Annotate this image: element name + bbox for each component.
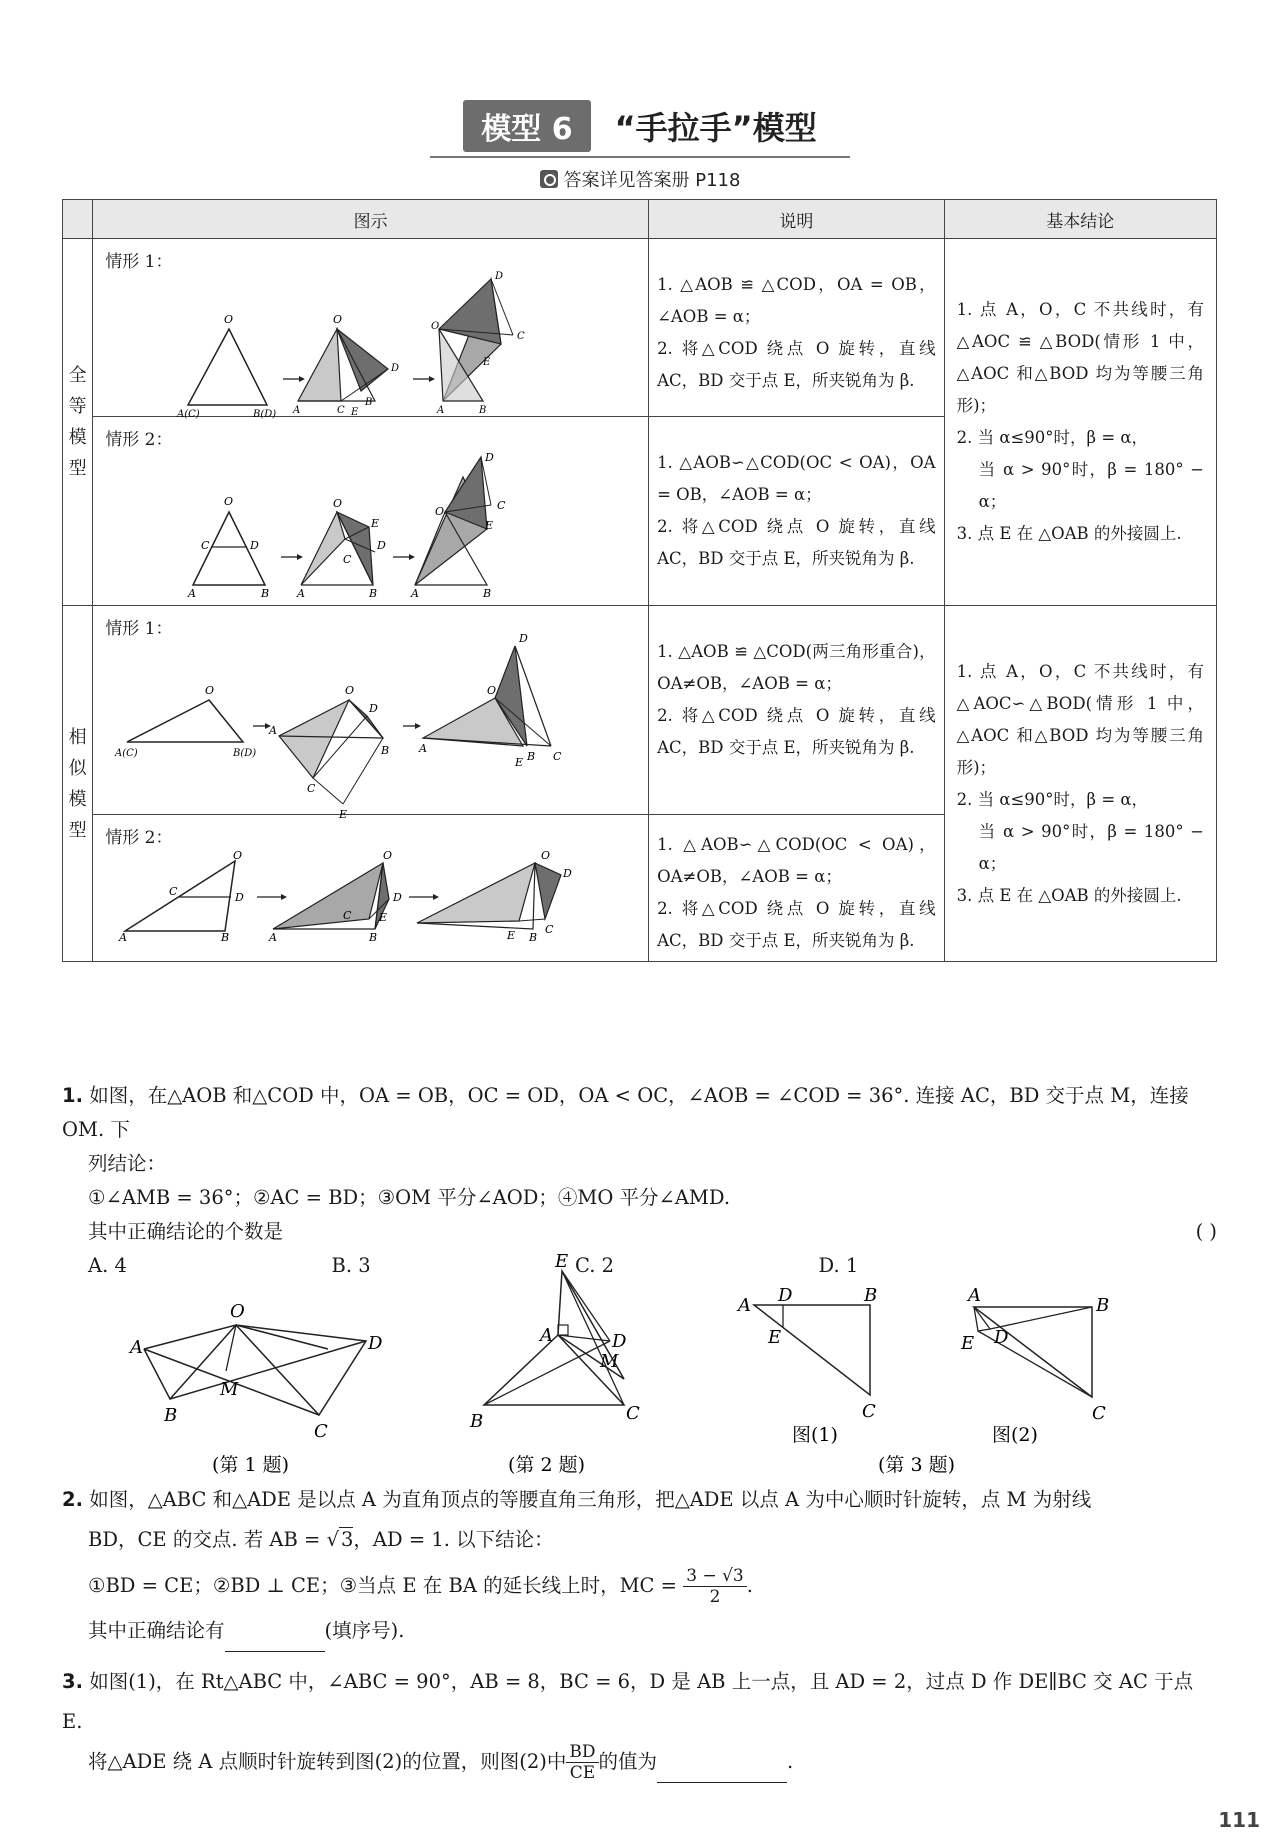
triangle-aob (127, 700, 243, 742)
label-d: D (391, 363, 400, 374)
model-title: “手拉手”模型 (614, 109, 817, 147)
conclusion-line: 当 α > 90°时，β = 180° − α； (978, 821, 1204, 873)
question-text: 其中正确结论有 (88, 1619, 225, 1642)
figure-cell (93, 417, 649, 606)
label-a: A (293, 405, 301, 416)
label-b: B (365, 397, 373, 408)
model-table (62, 199, 1217, 962)
description-line: 2. 将△COD 绕点 O 旋转，直线 AC，BD 交于点 E，所夹锐角为 β. (657, 339, 936, 390)
category-label: 全等模型 (68, 365, 87, 479)
case-label: 情形 2： (105, 828, 173, 848)
label-o: O (333, 313, 343, 326)
question-number: 2. (62, 1488, 83, 1511)
choice-d[interactable]: D. 1 (818, 1254, 859, 1277)
col-header-figure: 图示 (93, 200, 649, 239)
label-c: C (201, 539, 210, 552)
label-b: B (1096, 1295, 1110, 1316)
label-d: D (368, 1333, 383, 1354)
label-b: B (261, 587, 270, 600)
label-d: D (393, 891, 403, 904)
choice-a[interactable]: A. 4 (88, 1254, 127, 1277)
label-o: O (233, 849, 243, 862)
table-row (63, 239, 1217, 417)
label-a: A (119, 931, 128, 944)
category-similar (63, 606, 93, 962)
triangle-aob (188, 329, 267, 405)
label-e: E (768, 1327, 782, 1348)
label-b: B (527, 750, 536, 763)
arrow-head (429, 376, 435, 382)
model-tag: 模型 6 (463, 100, 590, 152)
label-b: B (369, 931, 378, 944)
label-e: E (485, 519, 494, 532)
label-o: O (205, 684, 215, 697)
triangle-aob (125, 861, 235, 931)
label-a: A (297, 587, 306, 600)
description-line: 1. △AOB∽△COD(OC < OA)，OA = OB，∠AOB = α； (657, 453, 936, 504)
fraction-denominator: CE (569, 1763, 596, 1783)
question-text: 其中正确结论的个数是 (88, 1220, 284, 1243)
label-c: C (169, 885, 178, 898)
question-text: ①∠AMB = 36°；②AC = BD；③OM 平分∠AOD；④MO 平分∠AMD. (88, 1186, 731, 1209)
question-text: BD，CE 的交点. 若 AB = (88, 1528, 327, 1551)
category-label: 相似模型 (68, 726, 87, 841)
conclusion-line: 3. 点 E 在 △OAB 的外接圆上. (956, 885, 1182, 905)
label-c: C (337, 405, 345, 416)
arrow-head (297, 554, 303, 560)
description-line: 2. 将△COD 绕点 O 旋转，直线 AC，BD 交于点 E，所夹锐角为 β. (657, 706, 936, 757)
question-text: (填序号). (324, 1619, 405, 1642)
label-o: O (541, 849, 551, 862)
label-b: B (529, 931, 538, 944)
label-a-c: A(C) (115, 748, 138, 759)
answer-blank[interactable] (225, 1611, 325, 1652)
label-c: C (553, 750, 562, 763)
case-label: 情形 2： (105, 430, 173, 450)
label-e: E (379, 911, 388, 924)
label-c: C (497, 499, 506, 512)
fraction-numerator: BD (566, 1742, 598, 1763)
magnifier-icon (540, 170, 558, 188)
question-number: 1. (62, 1084, 83, 1107)
description-cell (649, 417, 945, 606)
conclusion-line: 1. 点 A，O，C 不共线时，有△AOC∽△BOD(情形 1 中，△AOC 和△BOD 均为等腰三角形)； (956, 661, 1204, 777)
col-header-description: 说明 (649, 200, 945, 239)
corner-cell (63, 200, 93, 239)
question-text: 的值为 (598, 1750, 658, 1773)
label-d: D (369, 702, 379, 715)
description-line: 1. △AOB ≌ △COD，OA = OB，∠AOB = α； (657, 275, 936, 326)
conclusion-line: 2. 当 α≤90°时，β = α， (956, 789, 1149, 809)
figure-q3-1 (736, 1285, 877, 1422)
conclusion-line: 当 α > 90°时，β = 180° − α； (978, 460, 1204, 511)
label-b: B (864, 1285, 878, 1306)
page-number: 111 (1218, 1808, 1260, 1832)
figure-congruent-case1 (93, 239, 643, 420)
triangle-abc (754, 1305, 870, 1395)
question-text: 列结论： (88, 1152, 167, 1175)
triangle-ade (974, 1307, 990, 1331)
fraction-numerator: 3 − √3 (683, 1566, 747, 1587)
question-text: 如图，在△AOB 和△COD 中，OA = OB，OC = OD，OA < OC，∠AOB = ∠COD = 36°. 连接 AC，BD 交于点 M，连接 OM. 下 (62, 1084, 1189, 1141)
label-o: O (435, 505, 445, 518)
question-text: ，AD = 1. 以下结论： (353, 1528, 554, 1551)
label-d: D (495, 271, 504, 282)
caption-q1: (第 1 题) (212, 1454, 289, 1476)
caption-q2: (第 2 题) (508, 1454, 585, 1476)
label-d: D (612, 1331, 627, 1352)
label-e: E (555, 1251, 569, 1272)
col-header-conclusion: 基本结论 (944, 200, 1216, 239)
figure-congruent-case2 (93, 417, 643, 605)
table-row (63, 606, 1217, 815)
label-o: O (333, 497, 343, 510)
arrow-head (299, 376, 305, 382)
triangle-aoc (279, 700, 349, 778)
case-label: 情形 1： (105, 252, 173, 272)
caption-fig-2: 图(2) (992, 1424, 1038, 1446)
description-cell (649, 815, 945, 962)
triangle-abc (974, 1307, 1092, 1397)
answer-blank[interactable] (657, 1742, 787, 1783)
figure-similar-case2 (93, 815, 643, 961)
category-congruent (63, 239, 93, 606)
label-c: C (626, 1403, 640, 1424)
label-c: C (343, 909, 352, 922)
label-a: A (968, 1285, 981, 1306)
triangle-bod (337, 329, 388, 391)
label-o: O (431, 321, 440, 332)
figure-q1 (128, 1301, 383, 1442)
description-line: 1. △AOB∽△COD(OC < OA)，OA≠OB，∠AOB = α； (657, 835, 936, 886)
figure-cell (93, 606, 649, 821)
figure-q3-2 (960, 1285, 1109, 1424)
label-c: C (545, 923, 554, 936)
question-text: 如图，△ABC 和△ADE 是以点 A 为直角顶点的等腰直角三角形，把△ADE 以点 A 为中心顺时针旋转，点 M 为射线 (89, 1488, 1092, 1511)
table-header-row (63, 200, 1217, 239)
segment-bd (484, 1341, 610, 1405)
label-d: D (563, 867, 573, 880)
choice-c[interactable]: C. 2 (575, 1254, 615, 1277)
label-d: D (250, 539, 260, 552)
description-cell (649, 606, 945, 815)
question-text: 如图(1)，在 Rt△ABC 中，∠ABC = 90°，AB = 8，BC = 6，D 是 AB 上一点，且 AD = 2，过点 D 作 DE∥BC 交 AC 于点 E. (62, 1670, 1194, 1733)
answer-reference-text: 答案详见答案册 P118 (563, 170, 741, 191)
segment-bd (990, 1307, 1092, 1329)
description-line: 2. 将△COD 绕点 O 旋转，直线 AC，BD 交于点 E，所夹锐角为 β. (657, 899, 936, 950)
label-c: C (343, 553, 352, 566)
label-e: E (371, 517, 380, 530)
arrow-head (409, 554, 415, 560)
label-a: A (540, 1325, 553, 1346)
label-c: C (314, 1421, 328, 1442)
label-e: E (515, 756, 524, 769)
figure-cell (93, 815, 649, 962)
label-c: C (307, 782, 316, 795)
question-number: 3. (62, 1670, 83, 1693)
right-angle-mark (558, 1325, 568, 1335)
segment (519, 919, 545, 921)
question-text: . (787, 1750, 794, 1773)
label-a: A (130, 1337, 143, 1358)
question-text: . (746, 1574, 753, 1597)
label-b-d: B(D) (233, 748, 257, 759)
label-b: B (470, 1411, 484, 1432)
label-e: E (483, 357, 491, 368)
segment (343, 738, 383, 804)
label-d: D (994, 1327, 1009, 1348)
label-d: D (235, 891, 245, 904)
answer-paren[interactable]: ( ) (1195, 1220, 1217, 1243)
conclusion-line: 3. 点 E 在 △OAB 的外接圆上. (956, 524, 1182, 543)
answer-reference (0, 166, 1280, 192)
sqrt-value: 3 (341, 1528, 354, 1551)
label-c: C (1092, 1403, 1106, 1424)
conclusion-line: 1. 点 A，O，C 不共线时，有△AOC ≌ △BOD(情形 1 中，△AOC 和△BOD 均为等腰三角形)； (956, 300, 1204, 415)
label-e: E (351, 407, 359, 418)
triangle-aoc (298, 329, 341, 401)
question-figures (62, 1251, 1217, 1476)
label-a: A (419, 742, 428, 755)
label-b: B (381, 744, 390, 757)
conclusion-cell-congruent (944, 239, 1216, 606)
label-c: C (862, 1401, 876, 1422)
conclusion-cell-similar (944, 606, 1216, 962)
label-d: D (519, 632, 529, 645)
segment (313, 778, 343, 804)
label-e: E (339, 808, 348, 821)
figure-similar-case1 (93, 606, 643, 821)
question-text: 将△ADE 绕 A 点顺时针旋转到图(2)的位置，则图(2)中 (88, 1750, 567, 1773)
title-rule (430, 156, 850, 158)
label-m: M (220, 1379, 239, 1400)
triangle-aoc (273, 863, 383, 929)
label-a: A (269, 724, 278, 737)
fraction (683, 1566, 747, 1607)
segment (144, 1325, 366, 1415)
label-a-c: A(C) (177, 409, 200, 420)
description-line: 1. △AOB ≌ △COD(两三角形重合)，OA≠OB，∠AOB = α； (657, 642, 936, 693)
fraction (566, 1742, 598, 1783)
arrow-head (281, 894, 287, 900)
figure-q2 (469, 1251, 640, 1432)
label-d: D (377, 539, 387, 552)
triangle-aoc (301, 512, 345, 585)
arrow-head (415, 723, 421, 729)
label-c: C (517, 331, 525, 342)
caption-fig-1: 图(1) (792, 1424, 838, 1446)
label-d: D (485, 451, 495, 464)
segment (144, 1325, 328, 1349)
label-o: O (487, 684, 497, 697)
label-e: E (507, 929, 516, 942)
label-a: A (188, 587, 197, 600)
description-line: 2. 将△COD 绕点 O 旋转，直线 AC，BD 交于点 E，所夹锐角为 β. (657, 517, 936, 568)
question-1 (62, 1079, 1217, 1283)
label-a: A (269, 931, 278, 944)
label-o: O (383, 849, 393, 862)
description-cell (649, 239, 945, 417)
question-3 (62, 1662, 1217, 1783)
case-label: 情形 1： (105, 619, 173, 639)
label-o: O (230, 1301, 245, 1322)
label-o: O (224, 495, 234, 508)
page-header (0, 100, 1280, 192)
arrow-head (433, 894, 439, 900)
choice-b[interactable]: B. 3 (331, 1254, 371, 1277)
triangle-bod (439, 279, 501, 344)
label-a: A (437, 405, 445, 416)
triangle-aoc (417, 863, 535, 923)
label-b-d: B(D) (253, 409, 277, 420)
label-b: B (221, 931, 230, 944)
label-a: A (738, 1295, 751, 1316)
label-b: B (479, 405, 487, 416)
segment-de (562, 1271, 610, 1341)
label-a: A (411, 587, 420, 600)
question-text: ①BD = CE；②BD ⊥ CE；③当点 E 在 BA 的延长线上时，MC = (88, 1574, 684, 1597)
question-2: 2. 如图，△ABC 和△ADE 是以点 A 为直角顶点的等腰直角三角形，把△ADE 以点 A 为中心顺时针旋转，点 M 为射线 BD，CE 的交点. 若 AB = √ 3，AD = 1. 以下结论： ①BD = CE；②BD ⊥ CE；③当点 E 在 BA 的延长线上时，MC = $\frac{3 - √3}{2}$ . 其中正确结论有 (填序号). (62, 1480, 1217, 1652)
label-o: O (345, 684, 355, 697)
label-d: D (778, 1285, 793, 1306)
caption-q3: (第 3 题) (878, 1454, 955, 1476)
label-b: B (369, 587, 378, 600)
label-o: O (224, 313, 234, 326)
triangle-bod (535, 863, 561, 919)
label-b: B (164, 1405, 178, 1426)
label-m: M (600, 1351, 619, 1372)
figure-cell (93, 239, 649, 420)
label-b: B (483, 587, 492, 600)
fraction-denominator: 2 (709, 1587, 721, 1607)
label-e: E (961, 1333, 975, 1354)
segment-om (226, 1325, 236, 1371)
conclusion-line: 2. 当 α≤90°时，β = α， (956, 428, 1149, 447)
